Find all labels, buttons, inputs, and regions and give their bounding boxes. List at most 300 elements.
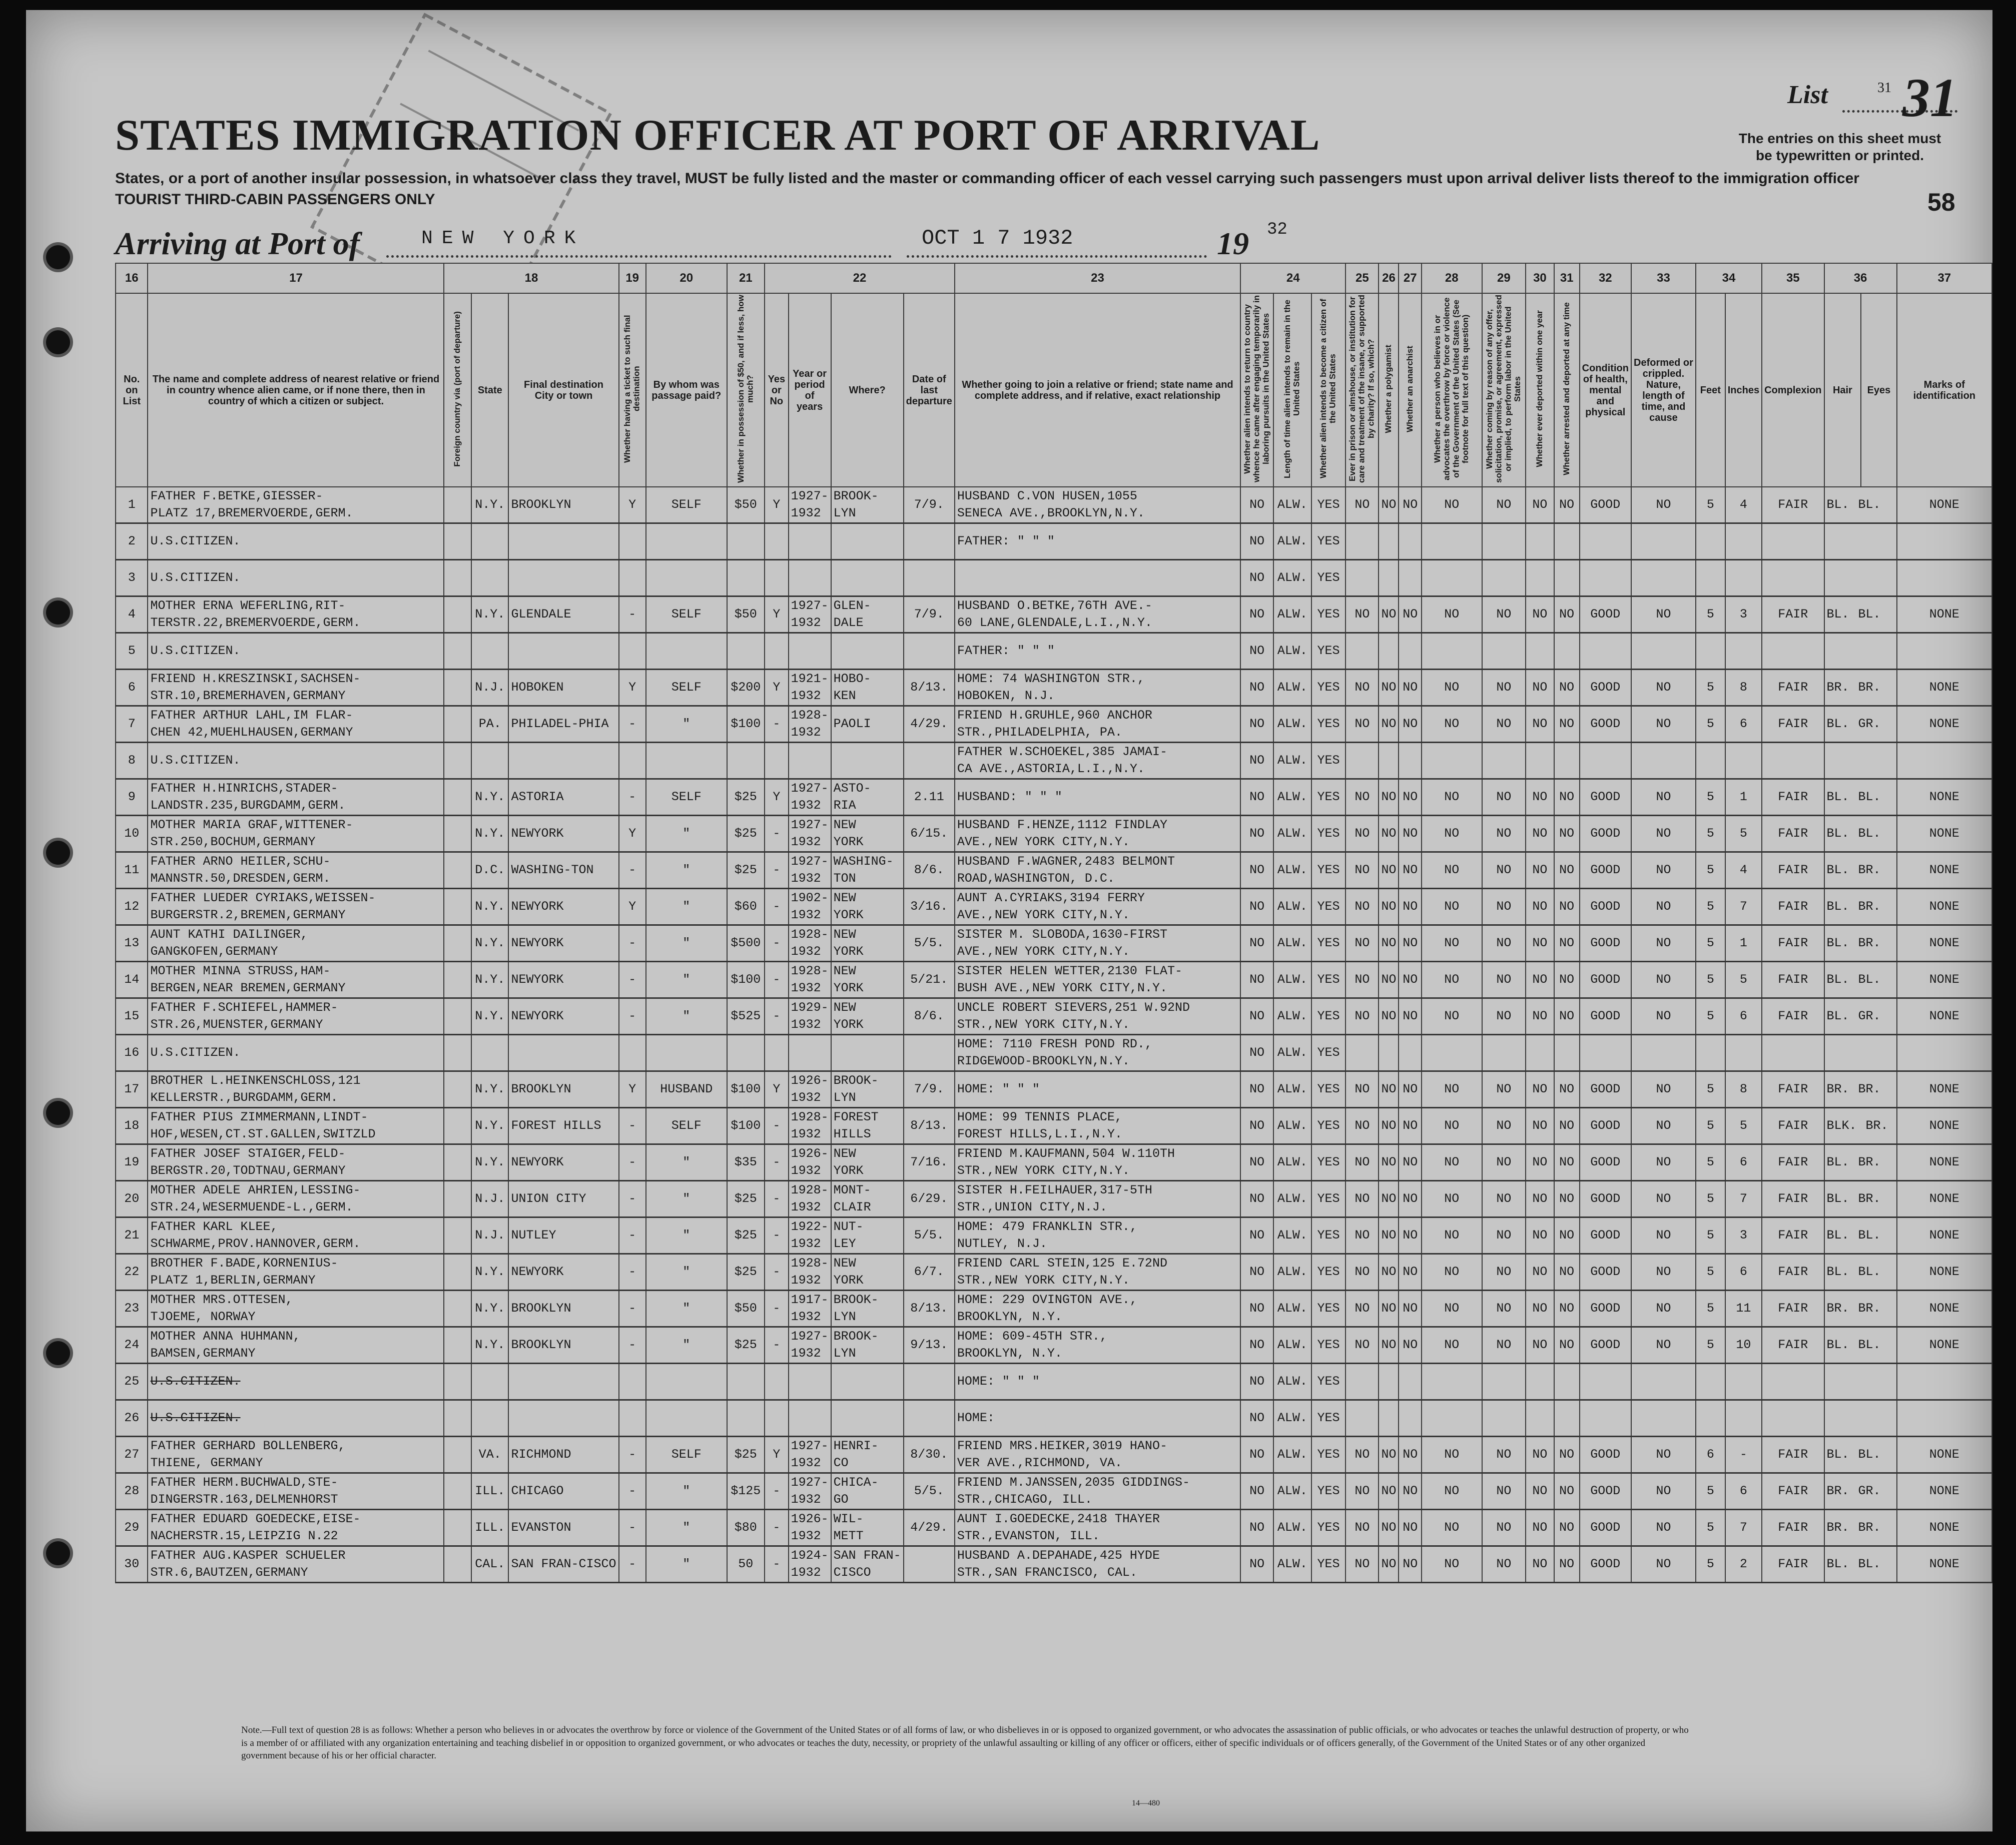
deformed: NO xyxy=(1631,852,1696,889)
joining-line: BROOKLYN, N.Y. xyxy=(957,1346,1062,1361)
question-30: NO xyxy=(1526,1108,1554,1144)
joining-line: AVE.,NEW YORK CITY,N.Y. xyxy=(957,835,1130,849)
deformed: NO xyxy=(1631,1181,1696,1217)
foreign-country xyxy=(444,1473,471,1510)
eye-color: BR. xyxy=(1858,1155,1881,1169)
where-line: HOBO- xyxy=(833,672,871,686)
purpose-length: ALW. xyxy=(1273,1546,1311,1583)
row-number: 4 xyxy=(116,596,148,633)
dest-city: SAN FRAN-CISCO xyxy=(508,1546,618,1583)
been-before: - xyxy=(765,1291,789,1327)
year-period xyxy=(789,1071,831,1108)
eye-color: BL. xyxy=(1858,972,1881,987)
where xyxy=(831,1108,904,1144)
ticket: - xyxy=(619,779,646,816)
question-27: NO xyxy=(1399,962,1422,998)
table-row xyxy=(116,1473,1992,1510)
marks-text: NONE xyxy=(1929,1447,1959,1462)
complexion xyxy=(1762,1364,1824,1400)
question-30: NO xyxy=(1526,1254,1554,1291)
question-31 xyxy=(1554,633,1580,670)
nearest-relative-line: U.S.CITIZEN. xyxy=(150,644,241,658)
purpose-length: ALW. xyxy=(1273,962,1311,998)
health: GOOD xyxy=(1580,816,1631,852)
hair-eyes xyxy=(1824,1254,1897,1291)
col-num: 21 xyxy=(727,263,765,293)
question-27 xyxy=(1399,1400,1422,1437)
year-period-line: 1921- xyxy=(791,672,829,686)
nearest-relative-line: BURGERSTR.2,BREMEN,GERMANY xyxy=(150,908,346,922)
question-31 xyxy=(1554,560,1580,596)
last-departure: 4/29. xyxy=(904,706,955,743)
year-period xyxy=(789,743,831,779)
been-before: - xyxy=(765,889,789,925)
table-row xyxy=(116,1510,1992,1546)
health: GOOD xyxy=(1580,1437,1631,1473)
foreign-country xyxy=(444,1546,471,1583)
year-period-line: 1926- xyxy=(791,1512,829,1526)
col-num: 24 xyxy=(1240,263,1346,293)
height-feet: 5 xyxy=(1696,1144,1725,1181)
foreign-country xyxy=(444,706,471,743)
nearest-relative-line: U.S.CITIZEN. xyxy=(150,1045,241,1060)
question-27: NO xyxy=(1399,816,1422,852)
purpose-citizen: YES xyxy=(1311,816,1346,852)
header-yes-no: Yes or No xyxy=(765,293,789,487)
document-title: STATES IMMIGRATION OFFICER AT PORT OF ARRIVAL xyxy=(115,111,1320,160)
purpose-length: ALW. xyxy=(1273,1181,1311,1217)
question-25: NO xyxy=(1346,1254,1379,1291)
height-inches: 6 xyxy=(1725,1254,1762,1291)
purpose-return: NO xyxy=(1240,1400,1273,1437)
money xyxy=(727,633,765,670)
height-inches: 7 xyxy=(1725,889,1762,925)
foreign-country xyxy=(444,1217,471,1254)
question-25 xyxy=(1346,633,1379,670)
foreign-country xyxy=(444,1254,471,1291)
money: 50 xyxy=(727,1546,765,1583)
table-row xyxy=(116,633,1992,670)
nearest-relative xyxy=(148,779,444,816)
where-line: CO xyxy=(833,1456,849,1470)
foreign-country xyxy=(444,998,471,1035)
row-number: 27 xyxy=(116,1437,148,1473)
header-hair: Hair xyxy=(1824,293,1861,487)
passage-paid xyxy=(646,633,727,670)
question-26: NO xyxy=(1379,1254,1399,1291)
purpose-citizen: YES xyxy=(1311,1437,1346,1473)
been-before: - xyxy=(765,816,789,852)
dest-city: BROOKLYN xyxy=(508,1327,618,1364)
question-26: NO xyxy=(1379,1546,1399,1583)
question-26: NO xyxy=(1379,1181,1399,1217)
header-where: Where? xyxy=(831,293,904,487)
header-q30-text: Whether ever deported within one year xyxy=(1535,310,1545,467)
hair-eyes xyxy=(1824,1327,1897,1364)
nearest-relative-line: FATHER F.BETKE,GIESSER- xyxy=(150,489,323,503)
purpose-length: ALW. xyxy=(1273,1510,1311,1546)
foreign-country xyxy=(444,743,471,779)
joining-line: HOBOKEN, N.J. xyxy=(957,689,1055,703)
joining-line: FRIEND M.JANSSEN,2035 GIDDINGS- xyxy=(957,1475,1190,1490)
dest-state: N.Y. xyxy=(471,925,508,962)
joining-line: HUSBAND F.HENZE,1112 FINDLAY xyxy=(957,818,1167,832)
header-passage-paid: By whom was passage paid? xyxy=(646,293,727,487)
purpose-length: ALW. xyxy=(1273,998,1311,1035)
joining xyxy=(955,670,1240,706)
height-feet: 5 xyxy=(1696,1254,1725,1291)
nearest-relative xyxy=(148,743,444,779)
row-number: 24 xyxy=(116,1327,148,1364)
foreign-country xyxy=(444,1071,471,1108)
deformed: NO xyxy=(1631,596,1696,633)
height-feet: 5 xyxy=(1696,670,1725,706)
column-number-row xyxy=(116,263,1992,293)
complexion xyxy=(1762,633,1824,670)
question-27 xyxy=(1399,1035,1422,1071)
deformed: NO xyxy=(1631,1217,1696,1254)
where xyxy=(831,1437,904,1473)
nearest-relative-line: NACHERSTR.15,LEIPZIG N.22 xyxy=(150,1529,338,1543)
joining-line: CA AVE.,ASTORIA,L.I.,N.Y. xyxy=(957,762,1145,776)
height-inches: 5 xyxy=(1725,816,1762,852)
height-inches: 3 xyxy=(1725,1217,1762,1254)
question-26 xyxy=(1379,523,1399,560)
joining-line: HOME: 74 WASHINGTON STR., xyxy=(957,672,1145,686)
height-feet: 5 xyxy=(1696,962,1725,998)
question-27 xyxy=(1399,560,1422,596)
purpose-citizen: YES xyxy=(1311,1071,1346,1108)
year-period xyxy=(789,523,831,560)
purpose-length: ALW. xyxy=(1273,596,1311,633)
nearest-relative-line: FATHER PIUS ZIMMERMANN,LINDT- xyxy=(150,1110,368,1124)
joining-line: HOME: 99 TENNIS PLACE, xyxy=(957,1110,1122,1124)
deformed: NO xyxy=(1631,487,1696,523)
table-row xyxy=(116,1546,1992,1583)
row-number: 12 xyxy=(116,889,148,925)
purpose-citizen: YES xyxy=(1311,743,1346,779)
purpose-length: ALW. xyxy=(1273,633,1311,670)
question-31: NO xyxy=(1554,487,1580,523)
eye-color: BL. xyxy=(1858,1265,1881,1279)
hair-eyes xyxy=(1824,1144,1897,1181)
purpose-length: ALW. xyxy=(1273,779,1311,816)
question-25: NO xyxy=(1346,1217,1379,1254)
marks xyxy=(1897,1364,1992,1400)
last-departure: 8/13. xyxy=(904,1108,955,1144)
question-31: NO xyxy=(1554,1437,1580,1473)
joining-line: STR.,PHILADELPHIA, PA. xyxy=(957,725,1122,740)
health: GOOD xyxy=(1580,998,1631,1035)
question-25: NO xyxy=(1346,1546,1379,1583)
height-inches: - xyxy=(1725,1437,1762,1473)
joining-line: STR.,SAN FRANCISCO, CAL. xyxy=(957,1565,1137,1580)
header-polygamist xyxy=(1379,293,1399,487)
passage-paid: SELF xyxy=(646,779,727,816)
table-row xyxy=(116,925,1992,962)
money xyxy=(727,1364,765,1400)
joining xyxy=(955,1546,1240,1583)
eye-color: BR. xyxy=(1858,1191,1881,1206)
hair-eyes xyxy=(1824,523,1897,560)
header-marks: Marks of identification xyxy=(1897,293,1992,487)
question-27: NO xyxy=(1399,1254,1422,1291)
passage-paid: " xyxy=(646,925,727,962)
question-31 xyxy=(1554,1035,1580,1071)
purpose-return: NO xyxy=(1240,1254,1273,1291)
question-25: NO xyxy=(1346,889,1379,925)
height-feet: 5 xyxy=(1696,706,1725,743)
list-number: 31 xyxy=(1902,67,1957,128)
question-30: NO xyxy=(1526,816,1554,852)
been-before: - xyxy=(765,925,789,962)
dest-city: BROOKLYN xyxy=(508,1291,618,1327)
passage-paid: " xyxy=(646,1254,727,1291)
nearest-relative-line: AUNT KATHI DAILINGER, xyxy=(150,927,308,942)
list-number-small: 31 xyxy=(1877,80,1891,96)
joining xyxy=(955,1291,1240,1327)
ticket: - xyxy=(619,925,646,962)
form-number: 14—480 xyxy=(1132,1799,1160,1807)
money xyxy=(727,560,765,596)
row-number: 25 xyxy=(116,1364,148,1400)
joining-line: AVE.,NEW YORK CITY,N.Y. xyxy=(957,944,1130,959)
question-26: NO xyxy=(1379,1217,1399,1254)
dest-state xyxy=(471,633,508,670)
been-before: - xyxy=(765,1327,789,1364)
table-row xyxy=(116,1071,1992,1108)
header-city-text: City or town xyxy=(534,390,593,401)
last-departure: 8/13. xyxy=(904,670,955,706)
joining-line: HUSBAND A.DEPAHADE,425 HYDE xyxy=(957,1548,1160,1563)
dest-state: N.Y. xyxy=(471,962,508,998)
where-line: CISCO xyxy=(833,1565,871,1580)
where-line: NEW xyxy=(833,1000,856,1015)
purpose-return: NO xyxy=(1240,889,1273,925)
year-period-line: 1932 xyxy=(791,1529,821,1543)
header-purpose-a-text: Whether alien intends to return to country whence he came after engaging temporarily in laboring pursuits in the United States xyxy=(1242,295,1271,483)
year-period-line: 1932 xyxy=(791,1017,821,1032)
complexion xyxy=(1762,560,1824,596)
been-before: - xyxy=(765,706,789,743)
question-27: NO xyxy=(1399,706,1422,743)
money: $25 xyxy=(727,1327,765,1364)
joining-line: AUNT I.GOEDECKE,2418 THAYER xyxy=(957,1512,1160,1526)
purpose-return: NO xyxy=(1240,523,1273,560)
marks xyxy=(1897,1437,1992,1473)
joining-line: STR.,NEW YORK CITY,N.Y. xyxy=(957,1273,1130,1288)
question-25: NO xyxy=(1346,1144,1379,1181)
nearest-relative xyxy=(148,1473,444,1510)
where-line: HILLS xyxy=(833,1127,871,1141)
passage-paid: SELF xyxy=(646,670,727,706)
punch-hole xyxy=(46,245,70,269)
question-27: NO xyxy=(1399,1108,1422,1144)
question-28: NO xyxy=(1422,1546,1482,1583)
question-26: NO xyxy=(1379,1108,1399,1144)
height-feet: 5 xyxy=(1696,487,1725,523)
year-period-line: 1924- xyxy=(791,1548,829,1563)
question-30: NO xyxy=(1526,487,1554,523)
money: $100 xyxy=(727,706,765,743)
height-feet: 5 xyxy=(1696,852,1725,889)
eye-color: BR. xyxy=(1858,899,1881,914)
year-period-line: 1932 xyxy=(791,1565,821,1580)
deformed: NO xyxy=(1631,1108,1696,1144)
eye-color: BL. xyxy=(1858,607,1881,622)
question-28: NO xyxy=(1422,998,1482,1035)
year-period-line: 1932 xyxy=(791,1127,821,1141)
question-31: NO xyxy=(1554,1291,1580,1327)
question-30: NO xyxy=(1526,779,1554,816)
table-row xyxy=(116,1181,1992,1217)
dest-state: N.Y. xyxy=(471,816,508,852)
hair-eyes xyxy=(1824,487,1897,523)
height-inches: 4 xyxy=(1725,487,1762,523)
question-25: NO xyxy=(1346,1473,1379,1510)
purpose-citizen: YES xyxy=(1311,1035,1346,1071)
health: GOOD xyxy=(1580,706,1631,743)
table-row xyxy=(116,670,1992,706)
header-anarchist-text: Whether an anarchist xyxy=(1405,345,1415,432)
question-26: NO xyxy=(1379,1144,1399,1181)
nearest-relative-line: KELLERSTR.,BURGDAMM,GERM. xyxy=(150,1090,338,1105)
money: $525 xyxy=(727,998,765,1035)
passage-paid: HUSBAND xyxy=(646,1071,727,1108)
last-departure xyxy=(904,1035,955,1071)
ticket xyxy=(619,1364,646,1400)
deformed: NO xyxy=(1631,1437,1696,1473)
been-before: - xyxy=(765,1108,789,1144)
dest-city: GLENDALE xyxy=(508,596,618,633)
joining xyxy=(955,1144,1240,1181)
marks xyxy=(1897,925,1992,962)
where-line: ASTO- xyxy=(833,781,871,796)
question-26: NO xyxy=(1379,1437,1399,1473)
header-q28 xyxy=(1422,293,1482,487)
question-27: NO xyxy=(1399,1327,1422,1364)
nearest-relative-line: STR.6,BAUTZEN,GERMANY xyxy=(150,1565,308,1580)
dest-state xyxy=(471,1364,508,1400)
ticket: Y xyxy=(619,1071,646,1108)
joining xyxy=(955,852,1240,889)
header-state: State xyxy=(471,293,508,487)
col-num: 29 xyxy=(1482,263,1526,293)
nearest-relative xyxy=(148,1546,444,1583)
col-num: 34 xyxy=(1696,263,1762,293)
ticket: - xyxy=(619,706,646,743)
question-30: NO xyxy=(1526,706,1554,743)
purpose-citizen: YES xyxy=(1311,998,1346,1035)
been-before: Y xyxy=(765,487,789,523)
col-num: 30 xyxy=(1526,263,1554,293)
purpose-length: ALW. xyxy=(1273,1400,1311,1437)
foreign-country xyxy=(444,1510,471,1546)
year-period xyxy=(789,1510,831,1546)
marks-text: NONE xyxy=(1929,717,1959,731)
joining xyxy=(955,1254,1240,1291)
question-25: NO xyxy=(1346,1181,1379,1217)
year-period-line: 1932 xyxy=(791,1090,821,1105)
hair-eyes xyxy=(1824,962,1897,998)
question-28: NO xyxy=(1422,1291,1482,1327)
complexion: FAIR xyxy=(1762,706,1824,743)
dest-state: N.Y. xyxy=(471,1144,508,1181)
complexion: FAIR xyxy=(1762,962,1824,998)
joining-line: HOME: " " " xyxy=(957,1082,1040,1096)
purpose-length: ALW. xyxy=(1273,487,1311,523)
dest-state: N.Y. xyxy=(471,596,508,633)
nearest-relative xyxy=(148,889,444,925)
list-label: List xyxy=(1787,81,1828,109)
last-departure xyxy=(904,523,955,560)
marks-text: NONE xyxy=(1929,1009,1959,1023)
joining-line: STR.,CHICAGO, ILL. xyxy=(957,1492,1092,1507)
hair-color: BR. xyxy=(1826,1520,1849,1535)
eye-color: GR. xyxy=(1858,1009,1881,1023)
passage-paid: " xyxy=(646,962,727,998)
where-line: WIL- xyxy=(833,1512,864,1526)
last-departure xyxy=(904,633,955,670)
col-num: 28 xyxy=(1422,263,1482,293)
health: GOOD xyxy=(1580,1144,1631,1181)
hair-color: BR. xyxy=(1826,680,1849,695)
joining-line: BUSH AVE.,NEW YORK CITY,N.Y. xyxy=(957,981,1167,995)
purpose-citizen: YES xyxy=(1311,1254,1346,1291)
where xyxy=(831,487,904,523)
table-row xyxy=(116,1327,1992,1364)
question-29 xyxy=(1482,743,1526,779)
year-period xyxy=(789,962,831,998)
height-inches: 7 xyxy=(1725,1510,1762,1546)
dest-city xyxy=(508,560,618,596)
question-29 xyxy=(1482,633,1526,670)
year-period-line: 1932 xyxy=(791,1200,821,1214)
where-line: NEW xyxy=(833,891,856,905)
health: GOOD xyxy=(1580,1108,1631,1144)
dest-state: N.Y. xyxy=(471,889,508,925)
header-final-destination: Final destination xyxy=(524,379,603,390)
deformed: NO xyxy=(1631,1327,1696,1364)
where-line: BROOK- xyxy=(833,1329,879,1344)
money: $25 xyxy=(727,1254,765,1291)
hair-eyes xyxy=(1824,1546,1897,1583)
question-26: NO xyxy=(1379,706,1399,743)
year-suffix: 32 xyxy=(1267,220,1287,239)
complexion: FAIR xyxy=(1762,852,1824,889)
ticket: - xyxy=(619,1510,646,1546)
punch-hole xyxy=(46,841,70,865)
height-inches: 5 xyxy=(1725,962,1762,998)
where xyxy=(831,962,904,998)
row-number: 26 xyxy=(116,1400,148,1437)
where-line: KEN xyxy=(833,689,856,703)
purpose-return: NO xyxy=(1240,998,1273,1035)
year-period xyxy=(789,1035,831,1071)
nearest-relative xyxy=(148,487,444,523)
joining-line: AVE.,NEW YORK CITY,N.Y. xyxy=(957,908,1130,922)
question-28: NO xyxy=(1422,816,1482,852)
nearest-relative-line: BERGEN,NEAR BREMEN,GERMANY xyxy=(150,981,346,995)
marks xyxy=(1897,1181,1992,1217)
health: GOOD xyxy=(1580,1254,1631,1291)
passage-paid: SELF xyxy=(646,487,727,523)
height-feet: 5 xyxy=(1696,889,1725,925)
passage-paid xyxy=(646,560,727,596)
port-of-arrival: NEW YORK xyxy=(421,228,585,249)
joining-line: HUSBAND F.WAGNER,2483 BELMONT xyxy=(957,854,1175,869)
dest-state xyxy=(471,560,508,596)
